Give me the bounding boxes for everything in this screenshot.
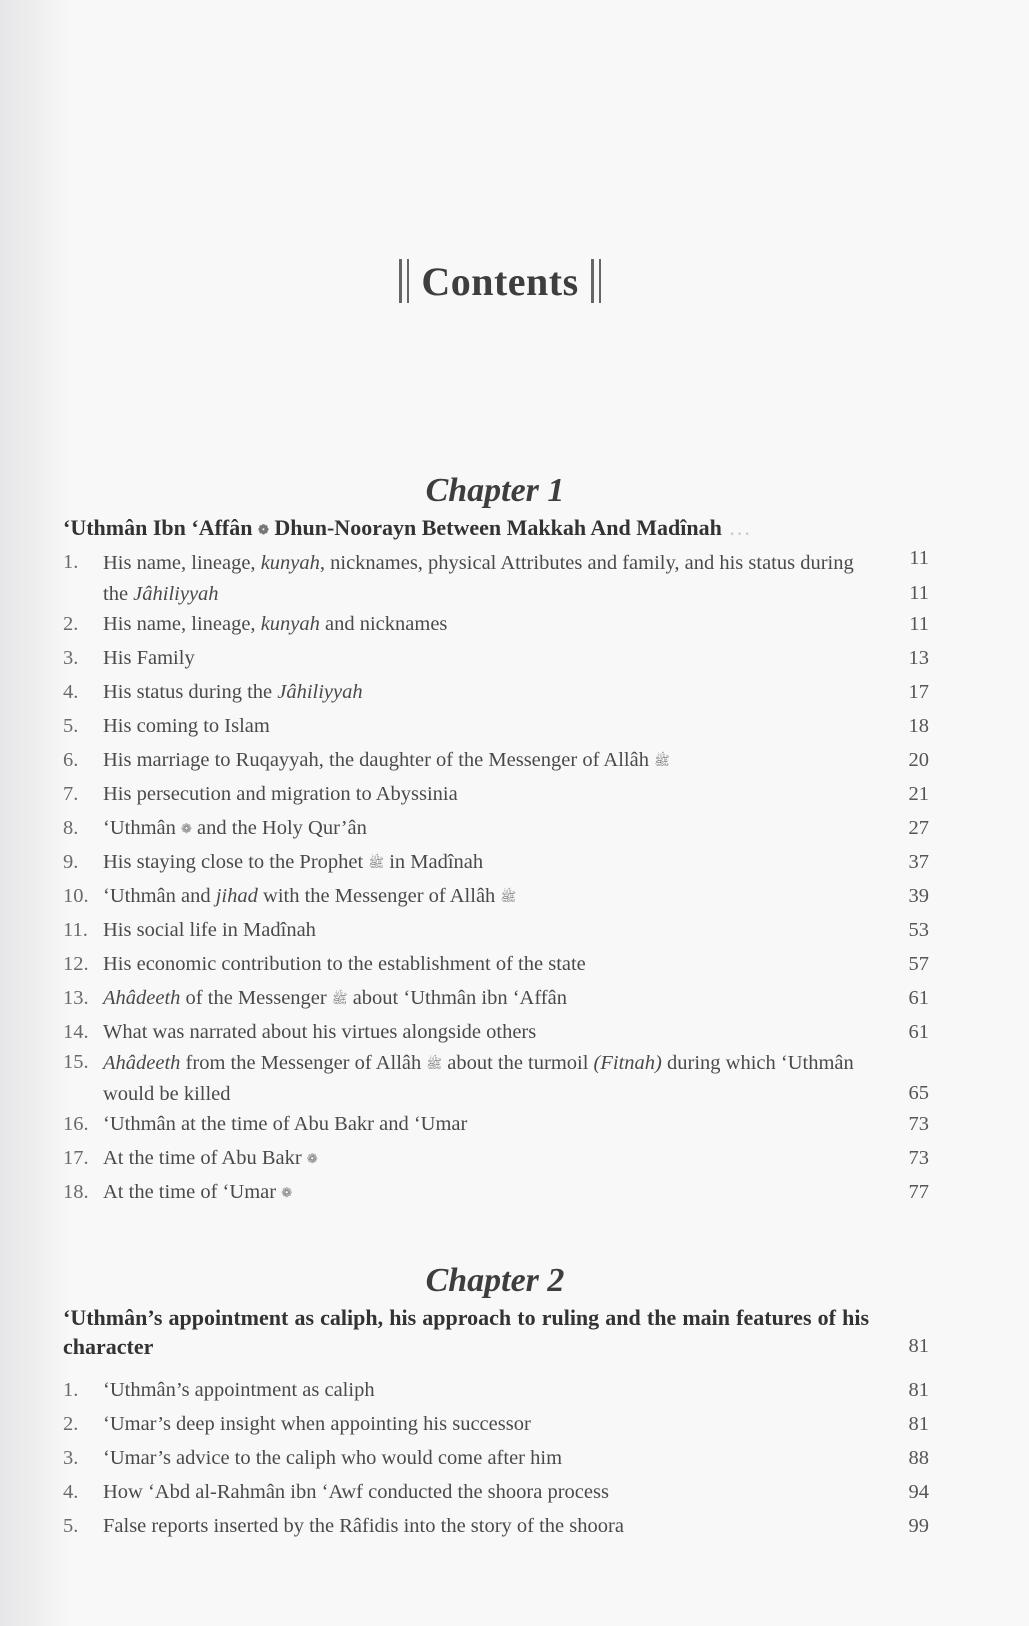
page-number: 81	[908, 1335, 929, 1357]
title-bar-left-icon	[399, 259, 409, 303]
page-number: 73	[908, 1113, 929, 1135]
item-text: Ahâdeeth from the Messenger of Allâh ﷺ about the turmoil (Fitnah) during which ‘Uthmân would be killed	[103, 1052, 854, 1105]
toc-item[interactable]	[63, 916, 929, 950]
item-number: 9.	[63, 851, 79, 873]
page-number: 13	[908, 647, 929, 669]
item-number: 14.	[63, 1021, 89, 1043]
page-number: 57	[908, 953, 929, 975]
item-text: How ‘Abd al-Rahmân ibn ‘Awf conducted the shoora process	[103, 1481, 609, 1503]
honorific-icon: ❁	[257, 522, 269, 537]
item-text: ‘Uthmân ❁ and the Holy Qur’ân	[103, 817, 367, 839]
page-title-text: Contents	[421, 259, 579, 304]
section-title-part: Dhun-Noorayn Between Makkah And Madînah	[274, 515, 722, 540]
page-number: 61	[908, 987, 929, 1009]
chapter-1-section-title[interactable]	[63, 514, 929, 569]
page-number: 18	[908, 715, 929, 737]
toc-item[interactable]	[63, 814, 929, 848]
salutation-icon: ﷺ	[368, 855, 385, 870]
item-text: ‘Uthmân at the time of Abu Bakr and ‘Umar	[103, 1113, 468, 1135]
item-number: 5.	[63, 1515, 79, 1537]
toc-item[interactable]	[63, 1048, 929, 1110]
toc-item[interactable]	[63, 644, 929, 678]
item-number: 1.	[63, 1379, 79, 1401]
page-number: 77	[908, 1181, 929, 1203]
item-number: 3.	[63, 1447, 79, 1469]
item-number: 1.	[63, 551, 79, 573]
page-number: 99	[908, 1515, 929, 1537]
salutation-icon: ﷺ	[500, 889, 517, 904]
toc-item[interactable]	[63, 1144, 929, 1178]
toc-item[interactable]	[63, 1478, 929, 1512]
page-number: 81	[908, 1413, 929, 1435]
item-number: 2.	[63, 613, 79, 635]
toc-item[interactable]	[63, 1444, 929, 1478]
item-text: ‘Uthmân and jihad with the Messenger of Allâh ﷺ	[103, 885, 517, 907]
toc-item[interactable]	[63, 1178, 929, 1212]
item-number: 4.	[63, 681, 79, 703]
salutation-icon: ﷺ	[331, 991, 348, 1006]
item-text: His staying close to the Prophet ﷺ in Madînah	[103, 851, 484, 873]
toc-item[interactable]	[63, 1376, 929, 1410]
page-number: 81	[908, 1379, 929, 1401]
toc-item[interactable]	[63, 1110, 929, 1144]
item-text: Ahâdeeth of the Messenger ﷺ about ‘Uthmân ibn ‘Affân	[103, 987, 567, 1009]
page-number: 61	[908, 1021, 929, 1043]
item-text: ‘Umar’s advice to the caliph who would come after him	[103, 1447, 563, 1469]
page-number: 37	[908, 851, 929, 873]
toc-item[interactable]	[63, 1512, 929, 1546]
page-gutter-shadow	[0, 0, 70, 1626]
item-number: 13.	[63, 987, 89, 1009]
leader-dots: ...	[721, 515, 752, 540]
toc-item[interactable]	[63, 848, 929, 882]
chapter-1-heading: Chapter 1	[425, 472, 565, 509]
chapter-2-section-title[interactable]	[63, 1303, 929, 1361]
item-text: ‘Uthmân’s appointment as caliph	[103, 1379, 375, 1401]
item-number: 4.	[63, 1481, 79, 1503]
honorific-icon: ❁	[281, 1185, 293, 1200]
item-number: 6.	[63, 749, 79, 771]
page-number: 21	[908, 783, 929, 805]
item-text: His persecution and migration to Abyssinia	[103, 783, 458, 805]
section-title-part: ‘Uthmân Ibn ‘Affân	[63, 515, 253, 540]
page-number: 20	[908, 749, 929, 771]
toc-item[interactable]	[63, 882, 929, 916]
item-number: 3.	[63, 647, 79, 669]
page-number: 94	[908, 1481, 929, 1503]
page-number: 88	[908, 1447, 929, 1469]
section-title-text: ‘Uthmân’s appointment as caliph, his approach to ruling and the main features of his character	[63, 1305, 869, 1359]
item-text: At the time of Abu Bakr ❁	[103, 1147, 318, 1169]
toc-item[interactable]	[63, 780, 929, 814]
page-number: 53	[908, 919, 929, 941]
item-number: 11.	[63, 919, 88, 941]
item-text: His social life in Madînah	[103, 919, 316, 941]
page-number: 11	[909, 582, 929, 604]
page-number: 65	[908, 1082, 929, 1104]
item-text: At the time of ‘Umar ❁	[103, 1181, 293, 1203]
item-number: 16.	[63, 1113, 89, 1135]
honorific-icon: ❁	[181, 821, 192, 836]
page-number: 73	[908, 1147, 929, 1169]
item-number: 8.	[63, 817, 79, 839]
toc-item[interactable]	[63, 1410, 929, 1444]
item-text: ‘Umar’s deep insight when appointing his successor	[103, 1413, 531, 1435]
page-number: 11	[909, 613, 929, 635]
page-number: 39	[908, 885, 929, 907]
toc-item[interactable]	[63, 984, 929, 1018]
item-number: 15.	[63, 1051, 89, 1073]
toc-item[interactable]	[63, 950, 929, 984]
item-text: His name, lineage, kunyah, nicknames, physical Attributes and family, and his status during the Jâhiliyyah	[103, 552, 854, 605]
page-title	[0, 258, 1000, 305]
toc-item[interactable]	[63, 746, 929, 780]
honorific-icon: ❁	[306, 1151, 318, 1166]
toc-item[interactable]	[63, 712, 929, 746]
item-text: His name, lineage, kunyah and nicknames	[103, 613, 448, 635]
item-text: His status during the Jâhiliyyah	[103, 681, 363, 703]
item-number: 17.	[63, 1147, 89, 1169]
toc-item[interactable]	[63, 1018, 929, 1052]
chapter-2-heading: Chapter 2	[425, 1262, 565, 1299]
toc-item[interactable]	[63, 548, 929, 610]
page-number: 27	[908, 817, 929, 839]
title-bar-right-icon	[591, 259, 601, 303]
item-number: 12.	[63, 953, 89, 975]
toc-item[interactable]	[63, 610, 929, 644]
item-number: 18.	[63, 1181, 89, 1203]
salutation-icon: ﷺ	[426, 1056, 443, 1071]
item-text: His marriage to Ruqayyah, the daughter of the Messenger of Allâh ﷺ	[103, 749, 670, 771]
salutation-icon: ﷺ	[654, 753, 670, 768]
item-text: His coming to Islam	[103, 715, 270, 737]
item-text: His economic contribution to the establishment of the state	[103, 953, 586, 975]
toc-item[interactable]	[63, 678, 929, 712]
item-number: 5.	[63, 715, 79, 737]
item-number: 2.	[63, 1413, 79, 1435]
item-number: 10.	[63, 885, 89, 907]
page-number: 17	[908, 681, 929, 703]
item-text: What was narrated about his virtues alongside others	[103, 1021, 537, 1043]
page-number: 11	[909, 547, 929, 569]
item-number: 7.	[63, 783, 79, 805]
item-text: False reports inserted by the Râfidis into the story of the shoora	[103, 1515, 624, 1537]
item-text: His Family	[103, 647, 195, 669]
